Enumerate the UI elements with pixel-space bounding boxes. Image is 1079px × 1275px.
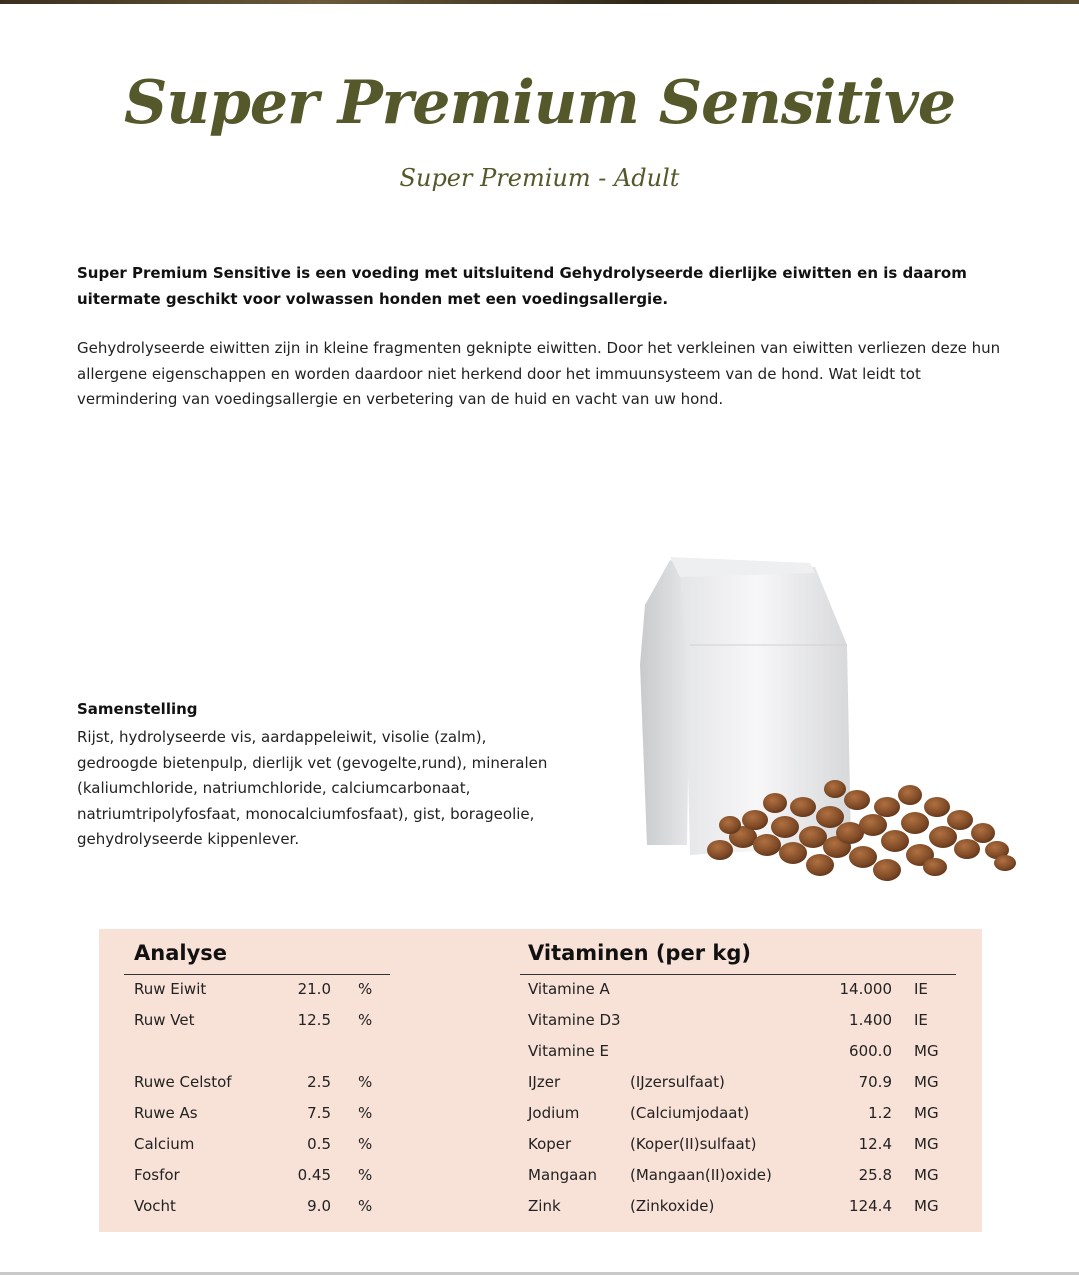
analysis-row-name: Ruw Vet <box>134 1011 195 1029</box>
analysis-rule <box>124 974 390 975</box>
analysis-row-value: 2.5 <box>307 1073 331 1091</box>
nutrition-panel <box>99 929 982 1232</box>
vitamin-row-value: 124.4 <box>849 1197 892 1215</box>
vitamin-row-unit: MG <box>914 1104 939 1122</box>
vitamin-row-name: Mangaan <box>528 1166 598 1184</box>
vitamin-row-name: IJzer <box>528 1073 561 1091</box>
analysis-row-name: Calcium <box>134 1135 195 1153</box>
vitamin-row-source: (Zinkoxide) <box>630 1197 715 1215</box>
top-border <box>0 0 1079 4</box>
vitamin-row-source: (Koper(II)sulfaat) <box>630 1135 757 1153</box>
vitamin-row-value: 14.000 <box>839 980 892 998</box>
vitamin-row-value: 1.400 <box>849 1011 892 1029</box>
composition-text: Rijst, hydrolyseerde vis, aardappeleiwit, visolie (zalm), gedroogde bietenpulp, dierlijk vet (gevogelte,rund), mineralen (kaliumchloride, natriumchloride, calciumcarbonaat, natriumtripolyfosfaat, monocalciumfosfaat), gist, borageolie, gehydrolyseerde kippenlever. <box>77 728 548 849</box>
vitamin-row-unit: IE <box>914 1011 928 1029</box>
vitamin-row-value: 25.8 <box>858 1166 892 1184</box>
analysis-row-value: 7.5 <box>307 1104 331 1122</box>
analysis-row-value: 0.45 <box>297 1166 331 1184</box>
product-image <box>625 545 1035 905</box>
vitamins-rule <box>520 974 956 975</box>
analysis-title: Analyse <box>134 941 228 965</box>
vitamin-row-value: 600.0 <box>849 1042 892 1060</box>
analysis-row-name: Ruwe As <box>134 1104 198 1122</box>
analysis-row-value: 12.5 <box>297 1011 331 1029</box>
vitamin-row-name: Zink <box>528 1197 561 1215</box>
analysis-row-name: Ruw Eiwit <box>134 980 207 998</box>
vitamin-row-name: Koper <box>528 1135 572 1153</box>
analysis-row-value: 9.0 <box>307 1197 331 1215</box>
analysis-row-unit: % <box>358 980 373 998</box>
analysis-row-value: 0.5 <box>307 1135 331 1153</box>
analysis-row-unit: % <box>358 1166 373 1184</box>
vitamin-row-name: Vitamine D3 <box>528 1011 621 1029</box>
analysis-row-unit: % <box>358 1104 373 1122</box>
analysis-row-unit: % <box>358 1011 373 1029</box>
intro-paragraph: Super Premium Sensitive is een voeding met uitsluitend Gehydrolyseerde dierlijke eiwitten en is daarom uitermate geschikt voor volwassen honden met een voedingsallergie. <box>77 264 967 308</box>
analysis-row-unit: % <box>358 1135 373 1153</box>
composition-heading: Samenstelling <box>77 700 198 718</box>
vitamin-row-name: Vitamine A <box>528 980 610 998</box>
vitamins-title: Vitaminen (per kg) <box>528 941 751 965</box>
page-title: Super Premium Sensitive <box>123 68 955 138</box>
analysis-row-unit: % <box>358 1073 373 1091</box>
vitamin-row-source: (IJzersulfaat) <box>630 1073 725 1091</box>
vitamin-row-value: 12.4 <box>858 1135 892 1153</box>
analysis-row-name: Fosfor <box>134 1166 180 1184</box>
vitamin-row-source: (Mangaan(II)oxide) <box>630 1166 772 1184</box>
vitamin-row-name: Jodium <box>528 1104 580 1122</box>
vitamin-row-unit: MG <box>914 1166 939 1184</box>
vitamin-row-name: Vitamine E <box>528 1042 609 1060</box>
vitamin-row-value: 70.9 <box>858 1073 892 1091</box>
analysis-row-unit: % <box>358 1197 373 1215</box>
page-subtitle: Super Premium - Adult <box>399 164 680 192</box>
vitamin-row-value: 1.2 <box>868 1104 892 1122</box>
vitamin-row-unit: IE <box>914 980 928 998</box>
analysis-row-name: Vocht <box>134 1197 176 1215</box>
vitamin-row-unit: MG <box>914 1197 939 1215</box>
vitamin-row-unit: MG <box>914 1073 939 1091</box>
vitamin-row-source: (Calciumjodaat) <box>630 1104 750 1122</box>
analysis-row-name: Ruwe Celstof <box>134 1073 232 1091</box>
analysis-row-value: 21.0 <box>297 980 331 998</box>
description-paragraph: Gehydrolyseerde eiwitten zijn in kleine fragmenten geknipte eiwitten. Door het verkleinen van eiwitten verliezen deze hun allergene eigenschappen en worden daardoor niet herkend door het immuunsysteem van de hond. Wat leidt tot vermindering van voedingsallergie en verbetering van de huid en vacht van uw hond. <box>77 339 1001 408</box>
vitamin-row-unit: MG <box>914 1042 939 1060</box>
vitamin-row-unit: MG <box>914 1135 939 1153</box>
